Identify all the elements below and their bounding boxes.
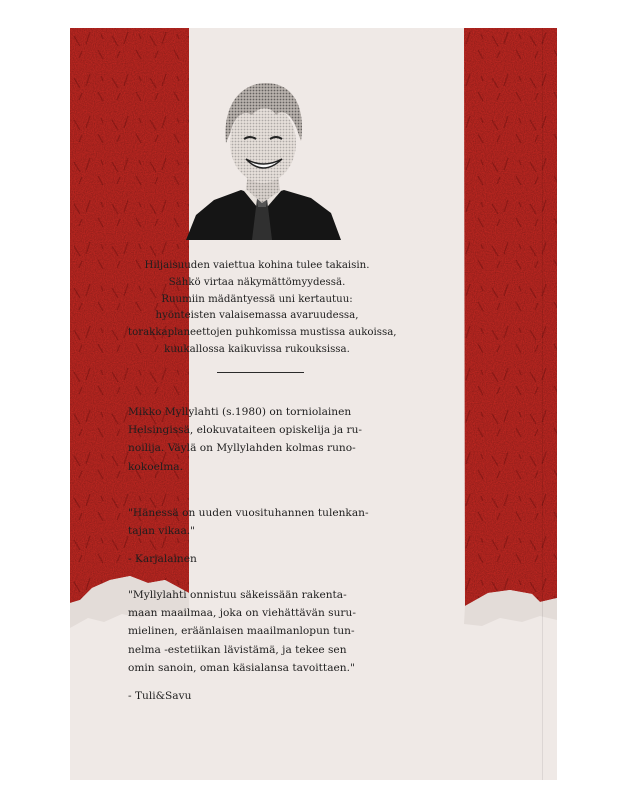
bio-line: Mikko Myllylahti (s.1980) on torniolainen: [128, 406, 352, 418]
poem-line: kuukallossa kaikuvissa rukouksissa.: [164, 343, 350, 355]
attribution-text: - Tuli&Savu: [128, 690, 192, 702]
poem-line: hyönteisten valaisemassa avaruudessa,: [155, 310, 359, 322]
quote-line: "Hänessä on uuden vuosituhannen tulenkan-: [128, 507, 369, 519]
author-bio: [128, 403, 388, 476]
spine-fold-line: [542, 28, 543, 780]
poem-line: Sähkö virtaa näkymättömyydessä.: [168, 276, 346, 288]
review-attribution-2: [128, 687, 388, 705]
quote-line: mielinen, eräänlaisen maailmanlopun tun-: [128, 625, 355, 638]
bio-line: Helsingissä, elokuvataiteen opiskelija ja ru-: [128, 424, 363, 437]
poem-excerpt: [128, 258, 397, 359]
review-quote-2: [128, 586, 388, 677]
author-portrait: [186, 65, 341, 240]
quote-line: "Myllylahti onnistuu säkeissään rakenta-: [128, 589, 347, 601]
divider-line: [217, 372, 304, 373]
poem-line: Hiljaisuuden vaiettua kohina tulee takaisin.: [144, 260, 370, 271]
quote-line: tajan vikaa.": [128, 525, 196, 538]
quote-line: maan maailmaa, joka on viehättävän suru-: [128, 607, 356, 620]
attribution-text: - Karjalainen: [128, 553, 197, 565]
review-attribution-1: [128, 550, 388, 568]
quote-line: omin sanoin, oman käsialansa tavoittaen.": [128, 661, 355, 674]
bio-line: kokoelma.: [128, 460, 183, 473]
quote-line: nelma -estetiikan lävistämä, ja tekee sen: [128, 643, 347, 656]
poem-line: Ruumiin mädäntyessä uni kertautuu:: [161, 293, 353, 305]
review-quote-1: [128, 504, 388, 540]
poem-line: torakkaplaneettojen puhkomissa mustissa aukoissa,: [128, 327, 397, 339]
bio-line: noilija. Väylä on Myllylahden kolmas runo-: [128, 442, 356, 455]
